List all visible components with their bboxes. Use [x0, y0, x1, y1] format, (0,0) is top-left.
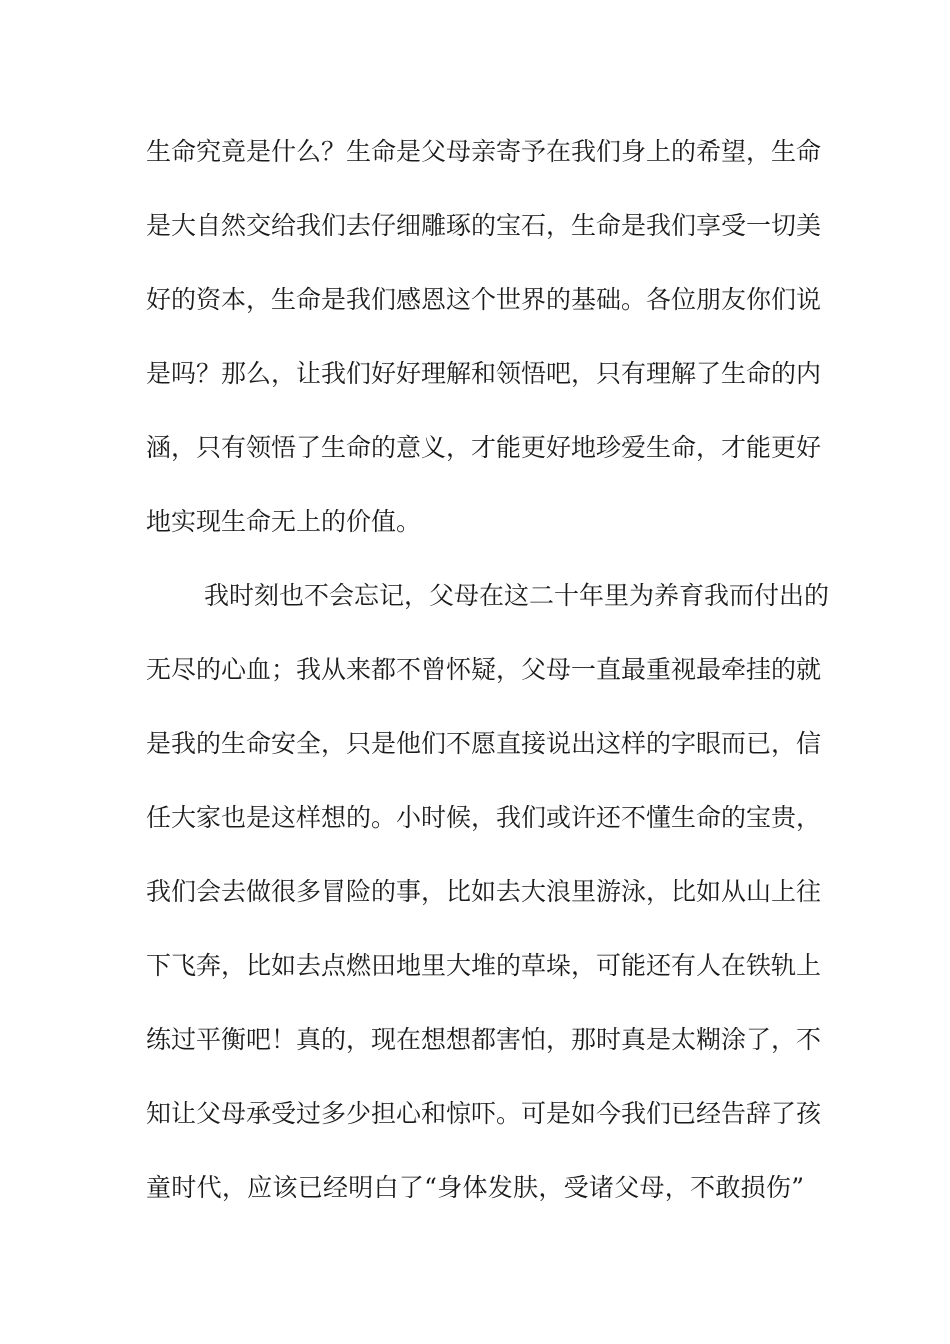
text-line: 地实现生命无上的价值。 [146, 507, 422, 536]
text-line: 是我的生命安全，只是他们不愿直接说出这样的字眼而已，信 [146, 729, 822, 758]
text-line: 无尽的心血；我从来都不曾怀疑，父母一直最重视最牵挂的就 [146, 655, 822, 684]
body-text [146, 132, 830, 1242]
text-line: 下飞奔，比如去点燃田地里大堆的草垛，可能还有人在铁轨上 [146, 951, 822, 980]
text-line: 是吗？那么，让我们好好理解和领悟吧，只有理解了生命的内 [146, 359, 822, 388]
text-line: 好的资本，生命是我们感恩这个世界的基础。各位朋友你们说 [146, 285, 822, 314]
text-line: 我们会去做很多冒险的事，比如去大浪里游泳，比如从山上往 [146, 877, 822, 906]
text-line: 知让父母承受过多少担心和惊吓。可是如今我们已经告辞了孩 [146, 1099, 822, 1128]
text-line: 涵，只有领悟了生命的意义，才能更好地珍爱生命，才能更好 [146, 433, 822, 462]
text-line: 我时刻也不会忘记，父母在这二十年里为养育我而付出的 [204, 581, 830, 610]
text-line: 生命究竟是什么？生命是父母亲寄予在我们身上的希望，生命 [146, 137, 822, 166]
text-line: 是大自然交给我们去仔细雕琢的宝石，生命是我们享受一切美 [146, 211, 822, 240]
text-line: 练过平衡吧！真的，现在想想都害怕，那时真是太糊涂了，不 [146, 1025, 822, 1054]
text-line: 任大家也是这样想的。小时候，我们或许还不懂生命的宝贵， [146, 803, 822, 832]
text-line: 童时代，应该已经明白了“身体发肤，受诸父母，不敢损伤” [146, 1173, 804, 1202]
